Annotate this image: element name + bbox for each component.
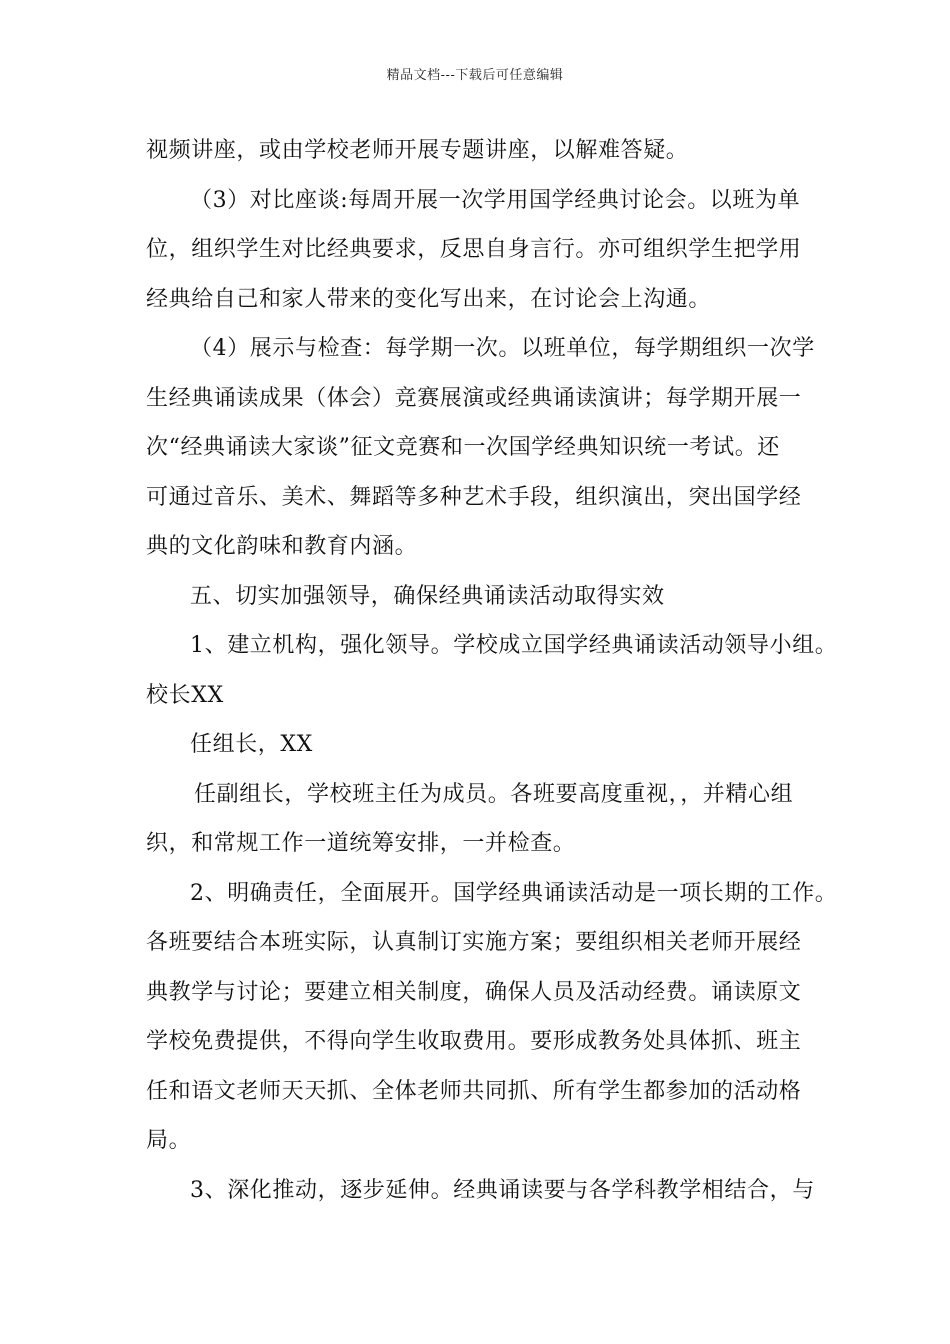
text-line: 经典给自己和家人带来的变化写出来，在讨论会上沟通。 — [146, 286, 712, 312]
text-line: 局。 — [146, 1128, 192, 1153]
paragraph-line: （3）对比座谈:每周开展一次学用国学经典讨论会。以班为单 — [190, 187, 801, 213]
text-line: 织，和常规工作一道统筹安排，一并检查。 — [146, 831, 576, 856]
text-line: 各班要结合本班实际，认真制订实施方案；要组织相关老师开展经 — [146, 930, 802, 955]
text-line: 次“经典诵读大家谈”征文竞赛和一次国学经典知识统一考试。还 — [146, 435, 780, 460]
text-line: 视频讲座，或由学校老师开展专题讲座，以解难答疑。 — [146, 138, 689, 163]
text-line: 可通过音乐、美术、舞蹈等多种艺术手段，组织演出，突出国学经 — [146, 484, 802, 510]
text-line: 典教学与讨论；要建立相关制度，确保人员及活动经费。诵读原文 — [146, 979, 802, 1005]
paragraph-line: 1、建立机构，强化领导。学校成立国学经典诵读活动领导小组。 — [190, 633, 838, 658]
paragraph-line: 3、深化推动，逐步延伸。经典诵读要与各学科教学相结合，与 — [190, 1177, 815, 1203]
text-line: 生经典诵读成果（体会）竞赛展演或经典诵读演讲；每学期开展一 — [146, 385, 802, 411]
paragraph-line: 任组长，XX — [190, 732, 313, 757]
text-line: 任和语文老师天天抓、全体老师共同抓、所有学生都参加的活动格 — [146, 1078, 802, 1104]
section-heading: 五、切实加强领导，确保经典诵读活动取得实效 — [190, 583, 665, 609]
paragraph-line: 2、明确责任，全面展开。国学经典诵读活动是一项长期的工作。 — [190, 880, 838, 906]
text-line: 学校免费提供，不得向学生收取费用。要形成教务处具体抓、班主 — [146, 1029, 802, 1054]
page-header: 精品文档---下载后可任意编辑 — [386, 68, 564, 83]
paragraph-line: 任副组长，学校班主任为成员。各班要高度重视，，并精心组 — [194, 781, 794, 807]
paragraph-line: （4）展示与检查：每学期一次。以班单位，每学期组织一次学 — [190, 336, 815, 361]
text-line: 典的文化韵味和教育内涵。 — [146, 534, 418, 559]
text-line: 位，组织学生对比经典要求，反思自身言行。亦可组织学生把学用 — [146, 237, 802, 262]
text-line: 校长XX — [146, 682, 224, 708]
document-body — [146, 126, 838, 1215]
